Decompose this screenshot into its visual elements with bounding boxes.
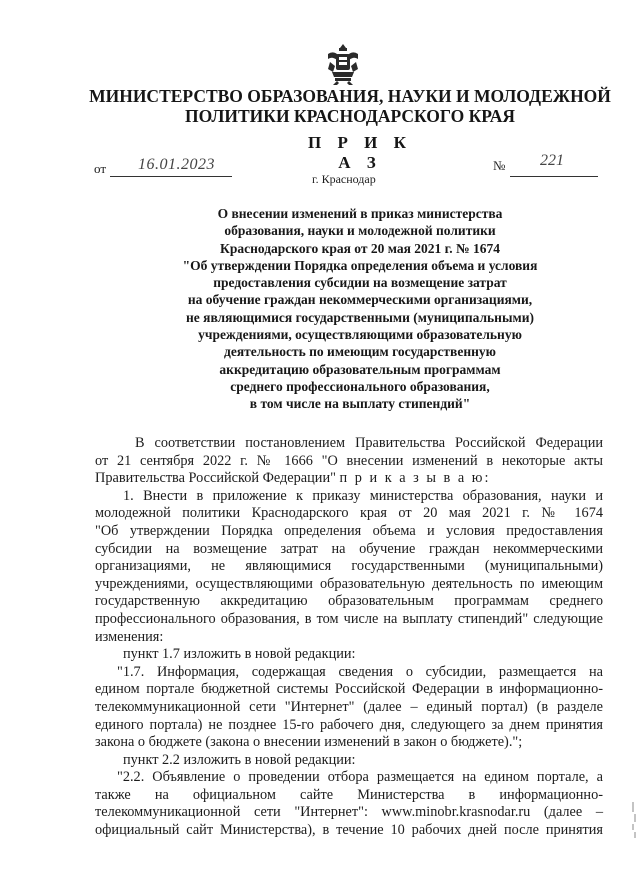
body-line: телекоммуникационной сети "Интернет": www.minobr.krasnodar.ru (далее – [95, 804, 603, 821]
date-underline [110, 176, 232, 177]
order-verb: п р и к а з ы в а ю: [339, 470, 491, 487]
coat-of-arms-icon [322, 42, 364, 86]
body-line: пункт 2.2 изложить в новой редакции: [123, 751, 356, 768]
scan-edge-mark [632, 800, 638, 840]
title-line: образования, науки и молодежной политики [224, 223, 496, 239]
title-line: Краснодарского края от 20 мая 2021 г. № 1674 [220, 240, 500, 256]
body-text: Правительства Российской Федерации" [95, 470, 336, 487]
ministry-line: ПОЛИТИКИ КРАСНОДАРСКОГО КРАЯ [184, 106, 516, 126]
ministry-name [80, 86, 620, 126]
body-line [95, 470, 603, 488]
body-line: государственную аккредитацию образовательным программам среднего [95, 593, 603, 610]
body-line: "2.2. Объявление о проведении отбора размещается на едином портале, а [117, 769, 603, 786]
title-line: в том числе на выплату стипендий" [249, 396, 471, 412]
body-line: едином портале бюджетной системы Российской Федерации в информационно- [95, 681, 603, 698]
number-label: № [493, 158, 506, 173]
body-line: единого портала) не позднее 15-го рабочего дня, следующего за днем принятия [95, 716, 603, 733]
body-line: "Об утверждении Порядка определения объема и условия предоставления [95, 522, 603, 539]
order-title [140, 205, 580, 413]
body-line: изменения: [95, 628, 164, 645]
number-value: 221 [540, 152, 564, 169]
title-line: "Об утверждении Порядка определения объема и условия [182, 257, 538, 273]
body-line: субсидии на возмещение затрат на обучение граждан некоммерческими [95, 540, 603, 557]
city: г. Краснодар [312, 172, 376, 186]
body-line: также на официальном сайте Министерства в информационно- [95, 786, 603, 803]
ministry-line: МИНИСТЕРСТВО ОБРАЗОВАНИЯ, НАУКИ И МОЛОДЕЖНОЙ [89, 86, 611, 106]
body-line: молодежной политики Краснодарского края от 20 мая 2021 г. № 1674 [95, 505, 603, 522]
body-line: официальный сайт Министерства), в течение 10 рабочих дней после принятия [95, 822, 603, 839]
body-line: В соответствии постановлением Правительства Российской Федерации [135, 435, 603, 451]
body-line: 1. Внести в приложение к приказу министерства образования, науки и [123, 487, 603, 504]
title-line: учреждениями, осуществляющими образовательную [198, 327, 522, 343]
date-value: 16.01.2023 [138, 156, 215, 173]
body-line: организациями, не являющимися государственными (муниципальными) [95, 558, 603, 575]
title-line: О внесении изменений в приказ министерства [217, 206, 503, 221]
body-line: профессионального образования, в том числе на выплату стипендий" следующие [95, 610, 603, 627]
title-line: среднего профессионального образования, [230, 378, 490, 394]
title-line: предоставления субсидии на возмещение затрат [213, 275, 507, 291]
document-type: П Р И К А З [308, 133, 412, 172]
body-line: пункт 1.7 изложить в новой редакции: [123, 646, 356, 663]
number-underline [510, 176, 598, 177]
title-line: аккредитацию образовательным программам [219, 361, 501, 377]
body-line: от 21 сентября 2022 г. № 1666 "О внесении изменений в некоторые акты [95, 452, 603, 469]
title-line: не являющимися государственными (муниципальными) [186, 309, 534, 325]
title-line: на обучение граждан некоммерческими организациями, [187, 292, 533, 308]
order-body [95, 435, 603, 840]
body-line: "1.7. Информация, содержащая сведения о субсидии, размещается на [117, 663, 603, 680]
body-line: закона о бюджете (закона о внесении изменений в закон о бюджете)."; [95, 734, 523, 751]
date-label: от [94, 161, 107, 176]
body-line: учреждениями, осуществляющими образовательную деятельность по имеющим [95, 575, 603, 592]
body-line: телекоммуникационной сети "Интернет" (далее – единый портал) (в разделе [95, 698, 603, 715]
title-line: деятельность по имеющим государственную [224, 344, 496, 360]
